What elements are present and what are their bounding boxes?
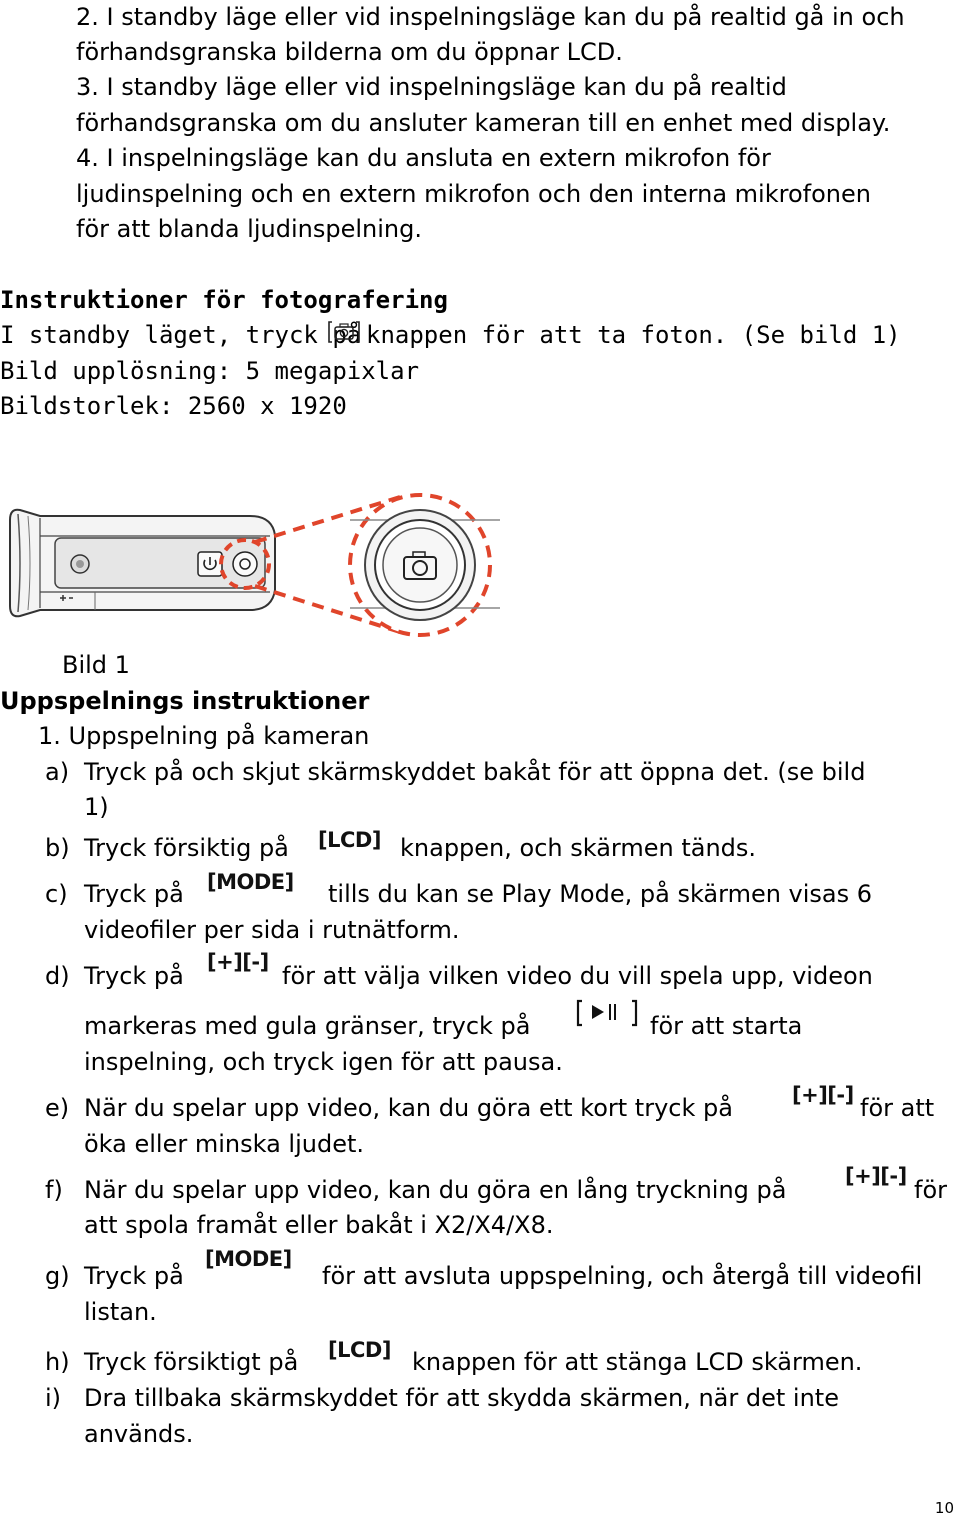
item-c-before: Tryck på xyxy=(84,880,184,908)
intro-line-4: förhandsgranska om du ansluter kameran till en enhet med display. xyxy=(76,109,891,137)
list-marker-c: c) xyxy=(45,880,68,908)
intro-line-7: för att blanda ljudinspelning. xyxy=(76,215,422,243)
list-marker-g: g) xyxy=(45,1262,70,1290)
item-a-line1: Tryck på och skjut skärmskyddet bakåt för att öppna det. (se bild xyxy=(84,758,866,786)
item-f-after: för xyxy=(914,1176,947,1204)
mode-key-icon: [MODE] xyxy=(205,1247,292,1271)
item-d-line2-before: markeras med gula gränser, tryck på xyxy=(84,1012,531,1040)
list-marker-a: a) xyxy=(45,758,70,786)
mode-key-icon: [MODE] xyxy=(207,870,294,894)
camera-figure xyxy=(0,480,520,640)
camera-button-icon xyxy=(327,320,361,344)
item-d-before: Tryck på xyxy=(84,962,184,990)
intro-line-1: 2. I standby läge eller vid inspelningsläge kan du på realtid gå in och xyxy=(76,3,905,31)
item-e-after: för att xyxy=(860,1094,935,1122)
plus-minus-key-icon: [+][-] xyxy=(792,1083,854,1107)
item-g-before: Tryck på xyxy=(84,1262,184,1290)
photo-size: Bildstorlek: 2560 x 1920 xyxy=(0,392,347,420)
item-b-after: knappen, och skärmen tänds. xyxy=(400,834,757,862)
item-i-line1: Dra tillbaka skärmskyddet för att skydda skärmen, när det inte xyxy=(84,1384,839,1412)
item-b-before: Tryck försiktig på xyxy=(84,834,289,862)
page-number: 10 xyxy=(934,1499,954,1517)
item-c-line2: videofiler per sida i rutnätform. xyxy=(84,916,460,944)
playback-subheading: 1. Uppspelning på kameran xyxy=(38,722,370,750)
list-marker-f: f) xyxy=(45,1176,63,1204)
intro-line-6: ljudinspelning och en extern mikrofon och den interna mikrofonen xyxy=(76,180,871,208)
item-f-before: När du spelar upp video, kan du göra en lång tryckning på xyxy=(84,1176,787,1204)
plus-minus-key-icon: [+][-] xyxy=(207,950,269,974)
intro-line-3: 3. I standby läge eller vid inspelningsläge kan du på realtid xyxy=(76,73,787,101)
photo-line1-before: I standby läget, tryck på xyxy=(0,321,362,349)
list-marker-h: h) xyxy=(45,1348,70,1376)
item-e-before: När du spelar upp video, kan du göra ett kort tryck på xyxy=(84,1094,733,1122)
small-shutter-button-icon xyxy=(233,552,257,576)
photo-line1-after: knappen för att ta foton. (Se bild 1) xyxy=(366,321,901,349)
item-d-line3: inspelning, och tryck igen för att pausa. xyxy=(84,1048,563,1076)
play-pause-key-icon xyxy=(576,998,638,1028)
photo-resolution: Bild upplösning: 5 megapixlar xyxy=(0,357,420,385)
lcd-key-icon: [LCD] xyxy=(318,828,381,852)
item-h-before: Tryck försiktigt på xyxy=(84,1348,299,1376)
list-marker-d: d) xyxy=(45,962,70,990)
item-f-line2: att spola framåt eller bakåt i X2/X4/X8. xyxy=(84,1211,554,1239)
item-g-after: för att avsluta uppspelning, och återgå till videofil xyxy=(322,1262,923,1290)
intro-line-2: förhandsgranska bilderna om du öppnar LCD. xyxy=(76,38,623,66)
item-d-line2-after: för att starta xyxy=(650,1012,803,1040)
item-g-line2: listan. xyxy=(84,1298,157,1326)
list-marker-e: e) xyxy=(45,1094,70,1122)
list-marker-i: i) xyxy=(45,1384,62,1412)
item-e-line2: öka eller minska ljudet. xyxy=(84,1130,365,1158)
playback-heading: Uppspelnings instruktioner xyxy=(0,687,370,715)
intro-line-5: 4. I inspelningsläge kan du ansluta en extern mikrofon för xyxy=(76,144,771,172)
item-d-after: för att välja vilken video du vill spela upp, videon xyxy=(282,962,873,990)
item-i-line2: används. xyxy=(84,1420,194,1448)
list-marker-b: b) xyxy=(45,834,70,862)
item-a-line2: 1) xyxy=(84,793,109,821)
item-h-after: knappen för att stänga LCD skärmen. xyxy=(412,1348,863,1376)
photo-heading: Instruktioner för fotografering xyxy=(0,286,448,314)
lcd-key-icon: [LCD] xyxy=(328,1338,391,1362)
figure-caption: Bild 1 xyxy=(62,651,130,679)
item-c-after: tills du kan se Play Mode, på skärmen visas 6 xyxy=(328,880,873,908)
plus-minus-key-icon: [+][-] xyxy=(845,1164,907,1188)
